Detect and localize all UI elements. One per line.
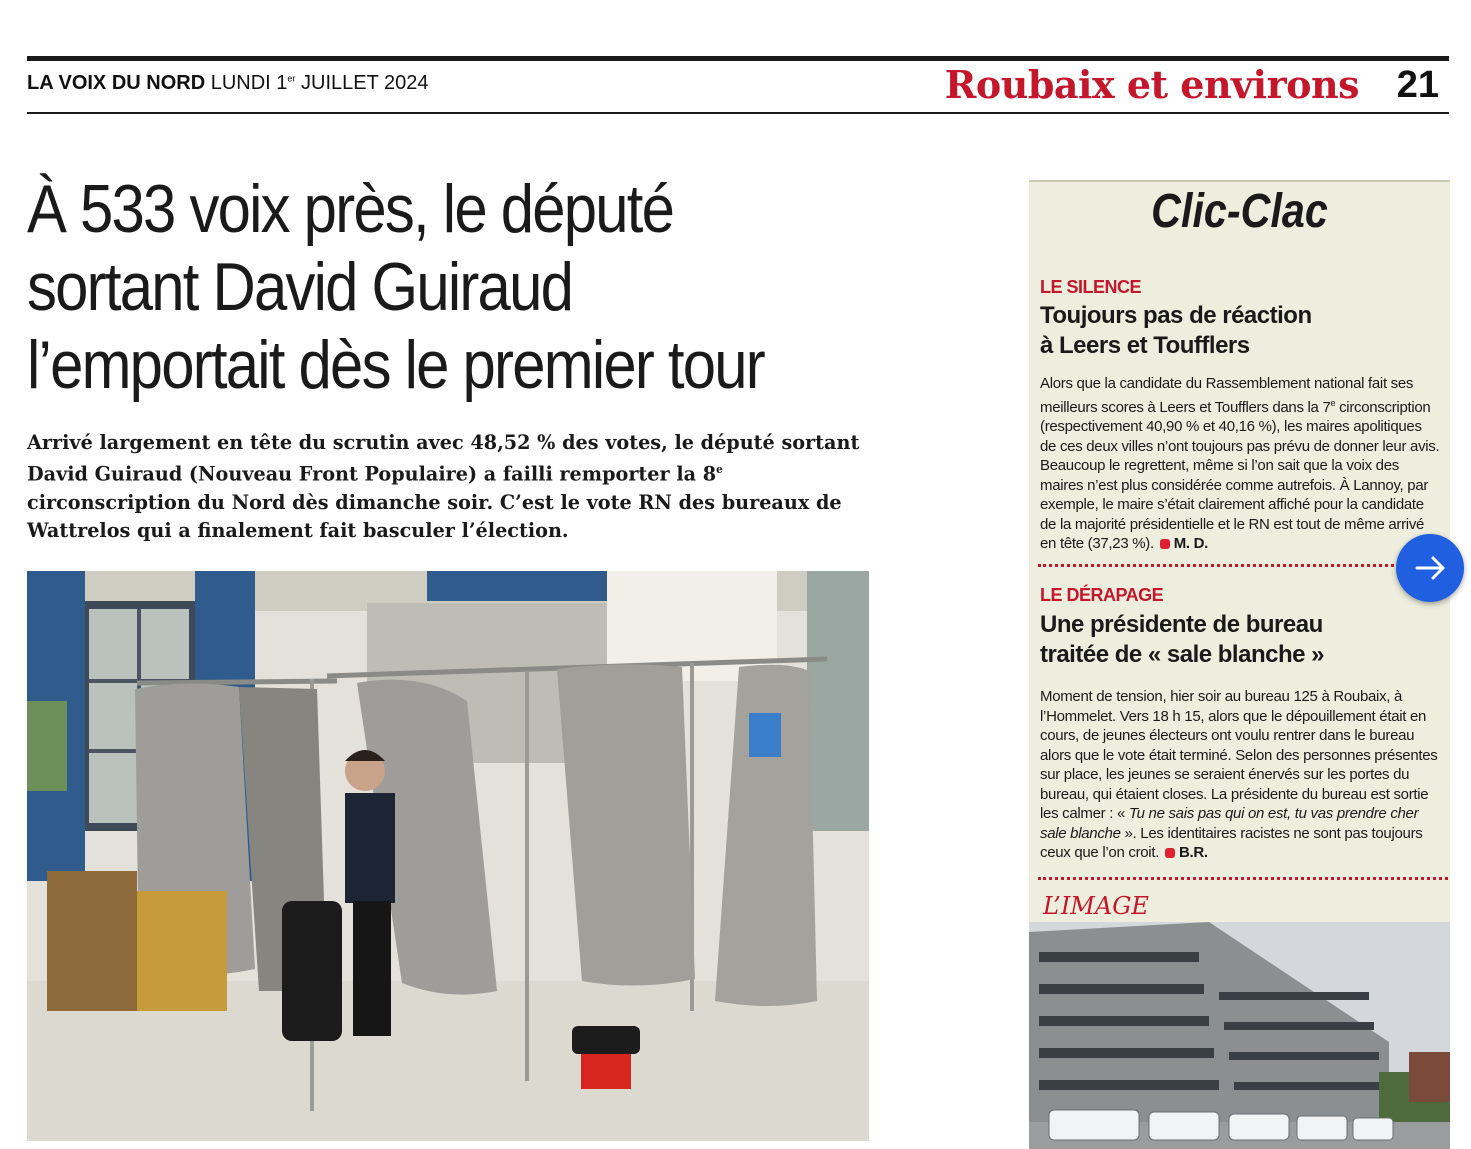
sidebar-item2-headline (1040, 610, 1440, 670)
building-illustration (1029, 922, 1450, 1149)
article-photo (27, 571, 869, 1141)
item2-text-1: Moment de tension, hier soir au bureau 125 à Roubaix, à l’Hommelet. Vers 18 h 15, alors que le dépouillement était en cours, de jeunes électeurs ont voulu rentrer dans le bureau alors que le vote était terminé. Selon des personnes présentes sur place, les jeunes se seraient énervés sur les portes du bureau, qui étaient closes. La présidente du bureau est sortie les calmer : « (1040, 688, 1438, 822)
item1-text-2: circonscription (respectivement 40,90 % et 40,16 %), les maires apolitiques de ces deux villes n’ont toujours pas prévu de donner leur avis. Beaucoup le regrettent, même si l’on sait que la voix des maires n’est plus considérée comme autrefois. À Lannoy, par exemple, le maire s’était clairement affiché pour la candidate de la majorité présidentielle et le RN est tout de même arrivé en tête (37,23 %). (1040, 398, 1440, 552)
section-title: Roubaix et environs (944, 62, 1359, 107)
sidebar-title: Clic-Clac (1151, 185, 1328, 238)
sidebar-item2-headline-line1: Une présidente de bureau (1040, 611, 1323, 638)
sidebar-item1-headline-line2: à Leers et Toufflers (1040, 332, 1250, 359)
header-bottom-rule (27, 112, 1449, 114)
item1-text-1: Alors que la candidate du Rassemblement national fait ses meilleurs scores à Leers et Toufflers dans la 7 (1040, 375, 1414, 416)
sidebar-item1-body (1040, 374, 1440, 554)
dotted-separator-1 (1038, 564, 1448, 567)
sidebar-image (1029, 922, 1450, 1149)
issue-date-suffix: JUILLET 2024 (295, 72, 429, 94)
clic-clac-sidebar (1029, 180, 1450, 1149)
arrow-right-icon (1396, 534, 1464, 602)
sidebar-item2-headline-line2: traitée de « sale blanche » (1040, 641, 1324, 668)
newspaper-brand: LA VOIX DU NORD (27, 72, 206, 94)
image-kicker: L’IMAGE (1043, 892, 1149, 920)
item2-quote: Tu ne sais pas qui on est, tu vas prendre cher sale blanche (1040, 805, 1419, 842)
sidebar-item1-headline (1040, 301, 1440, 361)
lead-sup: e (716, 463, 723, 476)
square-bullet-icon (1160, 539, 1170, 549)
lead-text-1: Arrivé largement en tête du scrutin avec 48,52 % des votes, le député sortant David Guiraud (Nouveau Front Populaire) a failli remporter la 8 (27, 430, 860, 486)
page-number: 21 (1396, 64, 1439, 106)
kicker-le-silence: LE SILENCE (1040, 277, 1142, 297)
sidebar-item1-headline-line1: Toujours pas de réaction (1040, 302, 1312, 329)
item1-signature: M. D. (1173, 535, 1209, 552)
issue-date-sup: er (287, 73, 296, 84)
kicker-le-derapage: LE DÉRAPAGE (1040, 585, 1164, 605)
article-headline: À 533 voix près, le député sortant David Guiraud l’emportait dès le premier tour (27, 171, 764, 403)
sidebar-item2-body (1040, 687, 1440, 863)
issue-date-prefix: LUNDI 1 (210, 72, 288, 94)
lead-text-2: circonscription du Nord dès dimanche soir. C’est le vote RN des bureaux de Wattrelos qui a finalement fait basculer l’élection. (27, 489, 842, 542)
item1-sup: e (1330, 397, 1336, 408)
next-page-button[interactable] (1396, 534, 1464, 602)
dotted-separator-2 (1038, 877, 1448, 880)
top-rule (27, 56, 1449, 61)
item2-text-2: ». Les identitaires racistes ne sont pas toujours ceux que l’on croit. (1040, 824, 1423, 861)
article-lead (27, 428, 872, 544)
square-bullet-icon (1165, 848, 1175, 858)
item2-signature: B.R. (1178, 844, 1208, 861)
masthead (27, 72, 428, 95)
polling-booth-illustration (27, 571, 869, 1141)
